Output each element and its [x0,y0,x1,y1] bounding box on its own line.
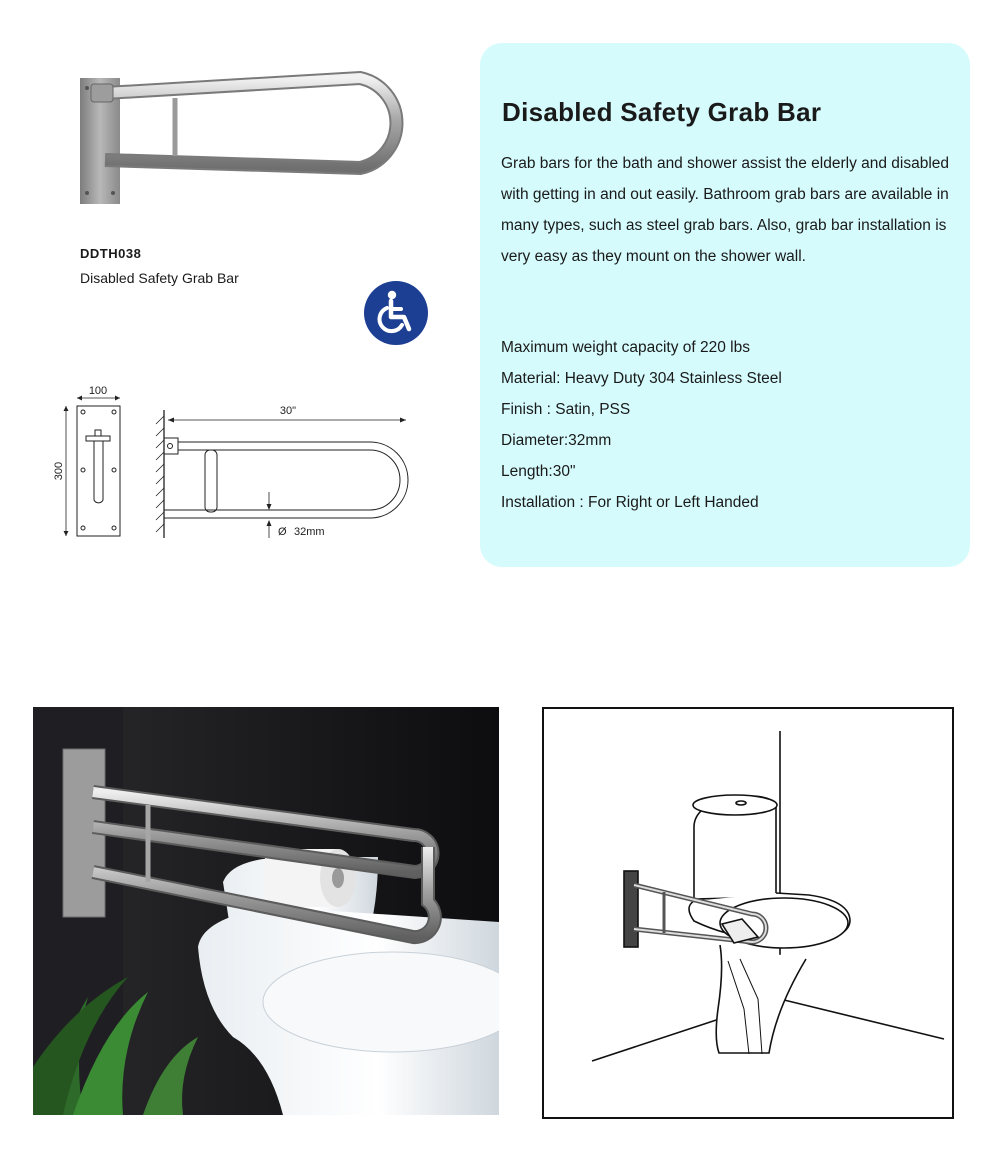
toilet-line-drawing [544,709,952,1117]
diameter-label: 32mm [294,526,325,538]
spec-item: Diameter:32mm [501,432,612,449]
installation-photo [33,707,499,1115]
product-name: Disabled Safety Grab Bar [80,270,239,286]
spec-item: Material: Heavy Duty 304 Stainless Steel [501,370,782,387]
bar-side-drawing [148,398,418,546]
plate-dimension-drawing [50,380,140,545]
diameter-symbol: Ø [278,526,287,538]
spec-item: Length:30" [501,463,576,480]
spec-item: Maximum weight capacity of 220 lbs [501,339,750,356]
spec-item: Finish : Satin, PSS [501,401,631,418]
plate-width-label: 100 [88,385,108,397]
product-code: DDTH038 [80,246,142,261]
info-title: Disabled Safety Grab Bar [502,97,822,127]
info-description: Grab bars for the bath and shower assist the elderly and disabled with getting in and out easily. Bathroom grab bars are available in many types, such as steel grab bars. Also, grab bar installation is very easy as they mount on the shower wall. [501,155,950,265]
product-photo [75,68,405,213]
spec-list [501,332,963,518]
info-panel [480,43,970,567]
wheelchair-accessibility-icon [364,281,428,345]
installation-line-art [542,707,954,1119]
plate-height-label: 300 [53,461,65,481]
spec-item: Installation : For Right or Left Handed [501,494,759,511]
bar-length-label: 30" [279,405,297,417]
